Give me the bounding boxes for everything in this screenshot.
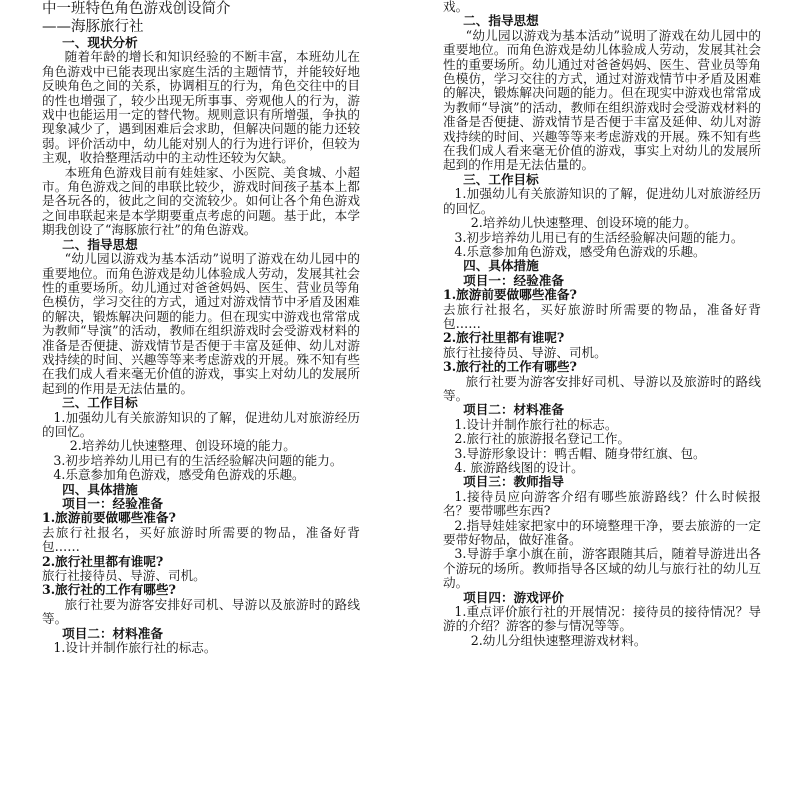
list-item: 2.指导娃娃家把家中的环境整理干净，要去旅游的一定要带好物品，做好准备。	[443, 517, 761, 548]
question: 1.旅游前要做哪些准备?	[42, 510, 176, 526]
answer: 去旅行社报名，买好旅游时所需要的物品，准备好背包……	[42, 524, 360, 555]
right-column	[443, 0, 761, 798]
list-item: 1.重点评价旅行社的开展情况：接待员的接待情况？导游的介绍？游客的参与情况等等。	[443, 604, 761, 634]
question: 2.旅行社里都有谁呢?	[42, 553, 164, 569]
section-heading: 二、指导思想	[62, 236, 138, 252]
list-item: 3.导游手拿小旗在前，游客跟随其后，随着导游进出各个游玩的场所。教师指导各区域的幼儿与旅行社的幼儿互动。	[443, 546, 761, 591]
paragraph: 本班角色游戏目前有娃娃家、小医院、美食城、小超市。角色游戏之间的串联比较少，游戏时间孩子基本上都是各玩各的，彼此之间的交流较少。如何让各个角色游戏之间串联起来是本学期要重点考虑的问题。基于此，本学期我创设了“海豚旅行社”的角色游戏。	[42, 164, 360, 238]
section-heading: 二、指导思想	[463, 13, 539, 29]
subsection-heading: 项目二：材料准备	[463, 402, 564, 418]
document-byline: ——海豚旅行社	[42, 19, 144, 35]
subsection-heading: 项目一：经验准备	[463, 272, 564, 288]
question: 1.旅游前要做哪些准备?	[443, 287, 577, 303]
answer: 去旅行社报名，买好旅游时所需要的物品，准备好背包……	[443, 301, 761, 331]
document-title: 中一班特色角色游戏创设简介	[42, 1, 231, 17]
section-heading: 一、现状分析	[62, 35, 138, 50]
subsection-heading: 项目一：经验准备	[62, 496, 163, 511]
list-item: 1.加强幼儿有关旅游知识的了解，促进幼儿对旅游经历的回忆。	[443, 186, 761, 216]
section-heading: 四、具体措施	[62, 481, 138, 497]
list-item: 4. 旅游路线图的设计。	[454, 460, 584, 475]
answer: 旅行社要为游客安排好司机、导游以及旅游时的路线等。	[42, 596, 360, 627]
list-item: 3.初步培养幼儿用已有的生活经验解决问题的能力。	[53, 452, 343, 468]
list-item: 1.设计并制作旅行社的标志。	[454, 416, 618, 432]
list-item: 2.幼儿分组快速整理游戏材料。	[470, 632, 647, 648]
list-item: 1.设计并制作旅行社的标志。	[53, 640, 217, 656]
answer: 旅行社要为游客安排好司机、导游以及旅游时的路线等。	[443, 373, 761, 403]
section-heading: 四、具体措施	[463, 258, 539, 274]
section-heading: 三、工作目标	[463, 171, 539, 187]
question: 3.旅行社的工作有哪些?	[443, 359, 577, 375]
list-item: 1.接待员应向游客介绍有哪些旅游路线？什么时候报名？要带哪些东西?	[443, 488, 761, 519]
answer: 旅行社接待员、导游、司机。	[42, 568, 206, 584]
list-item: 4.乐意参加角色游戏，感受角色游戏的乐趣。	[53, 467, 305, 483]
subsection-heading: 项目四：游戏评价	[463, 589, 564, 605]
left-column	[42, 0, 360, 798]
paragraph: 随着年龄的增长和知识经验的不断丰富，本班幼儿在角色游戏中已能表现出家庭生活的主题情节，并能较好地反映角色之间的关系，协调相互的行为，角色交往中的目的性也增强了，较少出现无所事事、旁观他人的行为，游戏中也能运用一定的替代物。规则意识有所增强，争执的现象减少了，遇到困难后会求助，但解决问题的能力还较弱。评价活动中，幼儿能对别人的行为进行评价，但较为主观，收拾整理活动中的主动性还较为欠缺。	[42, 49, 360, 166]
paragraph: “幼儿园以游戏为基本活动”说明了游戏在幼儿园中的重要地位。而角色游戏是幼儿体验成人劳动，发展其社会性的重要场所。幼儿通过对爸爸妈妈、医生、营业员等角色模仿，学习交往的方式，通过对游戏情节中矛盾及困难的解决，锻炼解决问题的能力。但在现实中游戏也常常成为教师“导演”的活动，教师在组织游戏时会受游戏材料的准备是否便捷、游戏情节是否便于丰富及延伸、幼儿对游戏持续的时间、兴趣等等来考虑游戏的开展。殊不知有些在我们成人看来毫无价值的游戏，事实上对幼儿的发展所起到的作用是无法估量的。	[443, 27, 761, 173]
list-item: 1.加强幼儿有关旅游知识的了解，促进幼儿对旅游经历的回忆。	[42, 409, 360, 439]
paragraph-fragment: 戏。	[443, 0, 469, 14]
list-item: 4.乐意参加角色游戏，感受角色游戏的乐趣。	[454, 243, 706, 259]
paragraph: “幼儿园以游戏为基本活动”说明了游戏在幼儿园中的重要地位。而角色游戏是幼儿体验成人劳动，发展其社会性的重要场所。幼儿通过对爸爸妈妈、医生、营业员等角色模仿，学习交往的方式，通过对游戏情节中矛盾及困难的解决，锻炼解决问题的能力。但在现实中游戏也常常成为教师“导演”的活动，教师在组织游戏时会受游戏材料的准备是否便捷、游戏情节是否便于丰富及延伸、幼儿对游戏持续的时间、兴趣等等来考虑游戏的开展。殊不知有些在我们成人看来毫无价值的游戏，事实上对幼儿的发展所起到的作用是无法估量的。	[42, 251, 360, 396]
subsection-heading: 项目三：教师指导	[463, 474, 564, 490]
question: 2.旅行社里都有谁呢?	[443, 330, 565, 346]
list-item: 3.导游形象设计：鸭舌帽、随身带红旗、包。	[454, 445, 706, 461]
list-item: 2.培养幼儿快速整理、创设环境的能力。	[470, 215, 697, 231]
section-heading: 三、工作目标	[62, 395, 138, 411]
answer: 旅行社接待员、导游、司机。	[443, 344, 607, 360]
list-item: 2.旅行社的旅游报名登记工作。	[454, 431, 631, 447]
question: 3.旅行社的工作有哪些?	[42, 582, 176, 598]
subsection-heading: 项目二：材料准备	[62, 625, 163, 641]
list-item: 3.初步培养幼儿用已有的生活经验解决问题的能力。	[454, 229, 744, 245]
list-item: 2.培养幼儿快速整理、创设环境的能力。	[69, 438, 296, 454]
